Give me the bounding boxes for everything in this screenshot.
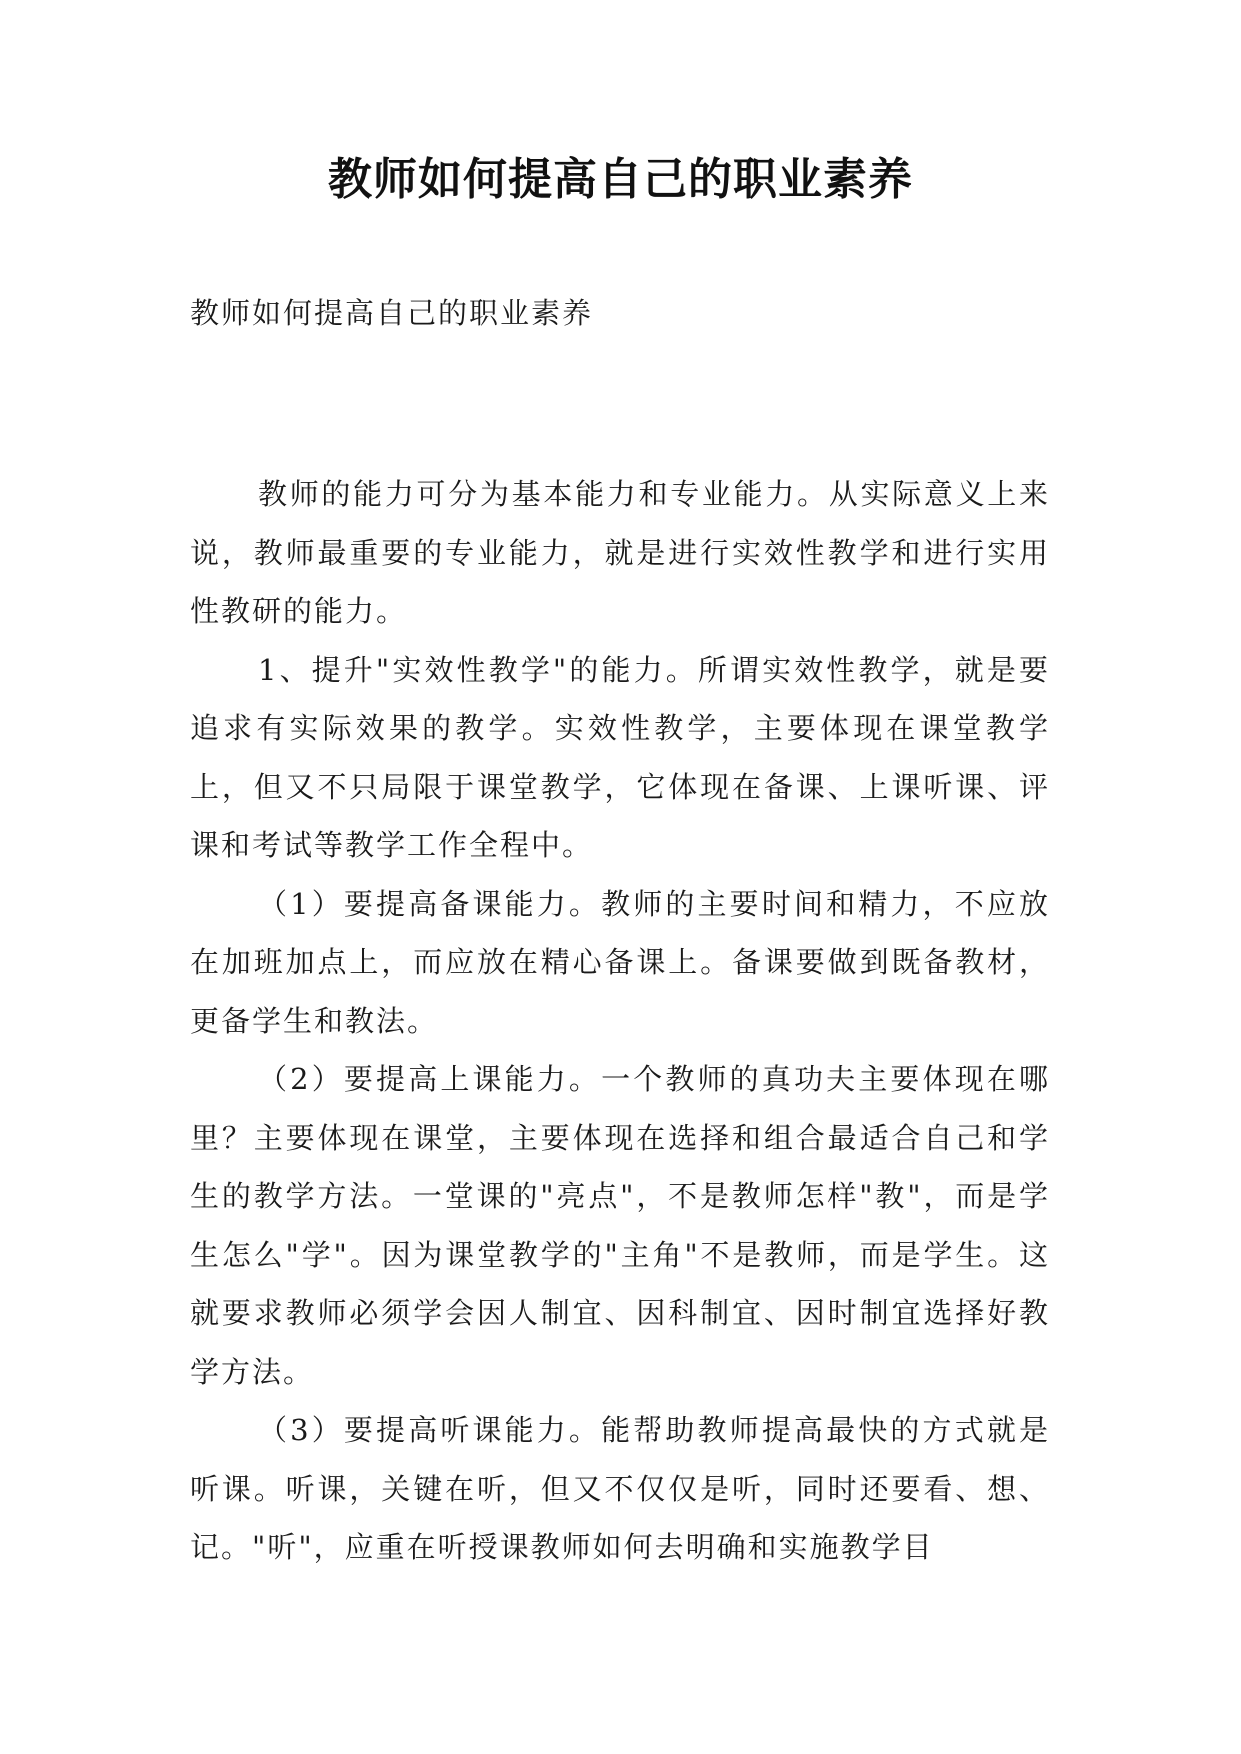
paragraph: 1、提升"实效性教学"的能力。所谓实效性教学，就是要追求有实际效果的教学。实效性教学，主要体现在课堂教学上，但又不只局限于课堂教学，它体现在备课、上课听课、评课和考试等教学工作全程中。 — [190, 652, 1050, 862]
paragraph: （1）要提高备课能力。教师的主要时间和精力，不应放在加班加点上，而应放在精心备课上。备课要做到既备教材，更备学生和教法。 — [190, 886, 1050, 1038]
paragraph: 教师的能力可分为基本能力和专业能力。从实际意义上来说，教师最重要的专业能力，就是进行实效性教学和进行实用性教研的能力。 — [190, 477, 1050, 628]
document-body — [190, 465, 1050, 1577]
document-subtitle: 教师如何提高自己的职业素养 — [190, 296, 594, 330]
paragraph: （2）要提高上课能力。一个教师的真功夫主要体现在哪里？主要体现在课堂，主要体现在选择和组合最适合自己和学生的教学方法。一堂课的"亮点"，不是教师怎样"教"，而是学生怎么"学"。因为课堂教学的"主角"不是教师，而是学生。这就要求教师必须学会因人制宜、因科制宜、因时制宜选择好教学方法。 — [190, 1062, 1050, 1389]
paragraph: （3）要提高听课能力。能帮助教师提高最快的方式就是听课。听课，关键在听，但又不仅仅是听，同时还要看、想、记。"听"，应重在听授课教师如何去明确和实施教学目 — [190, 1413, 1050, 1564]
document-title: 教师如何提高自己的职业素养 — [328, 154, 913, 205]
